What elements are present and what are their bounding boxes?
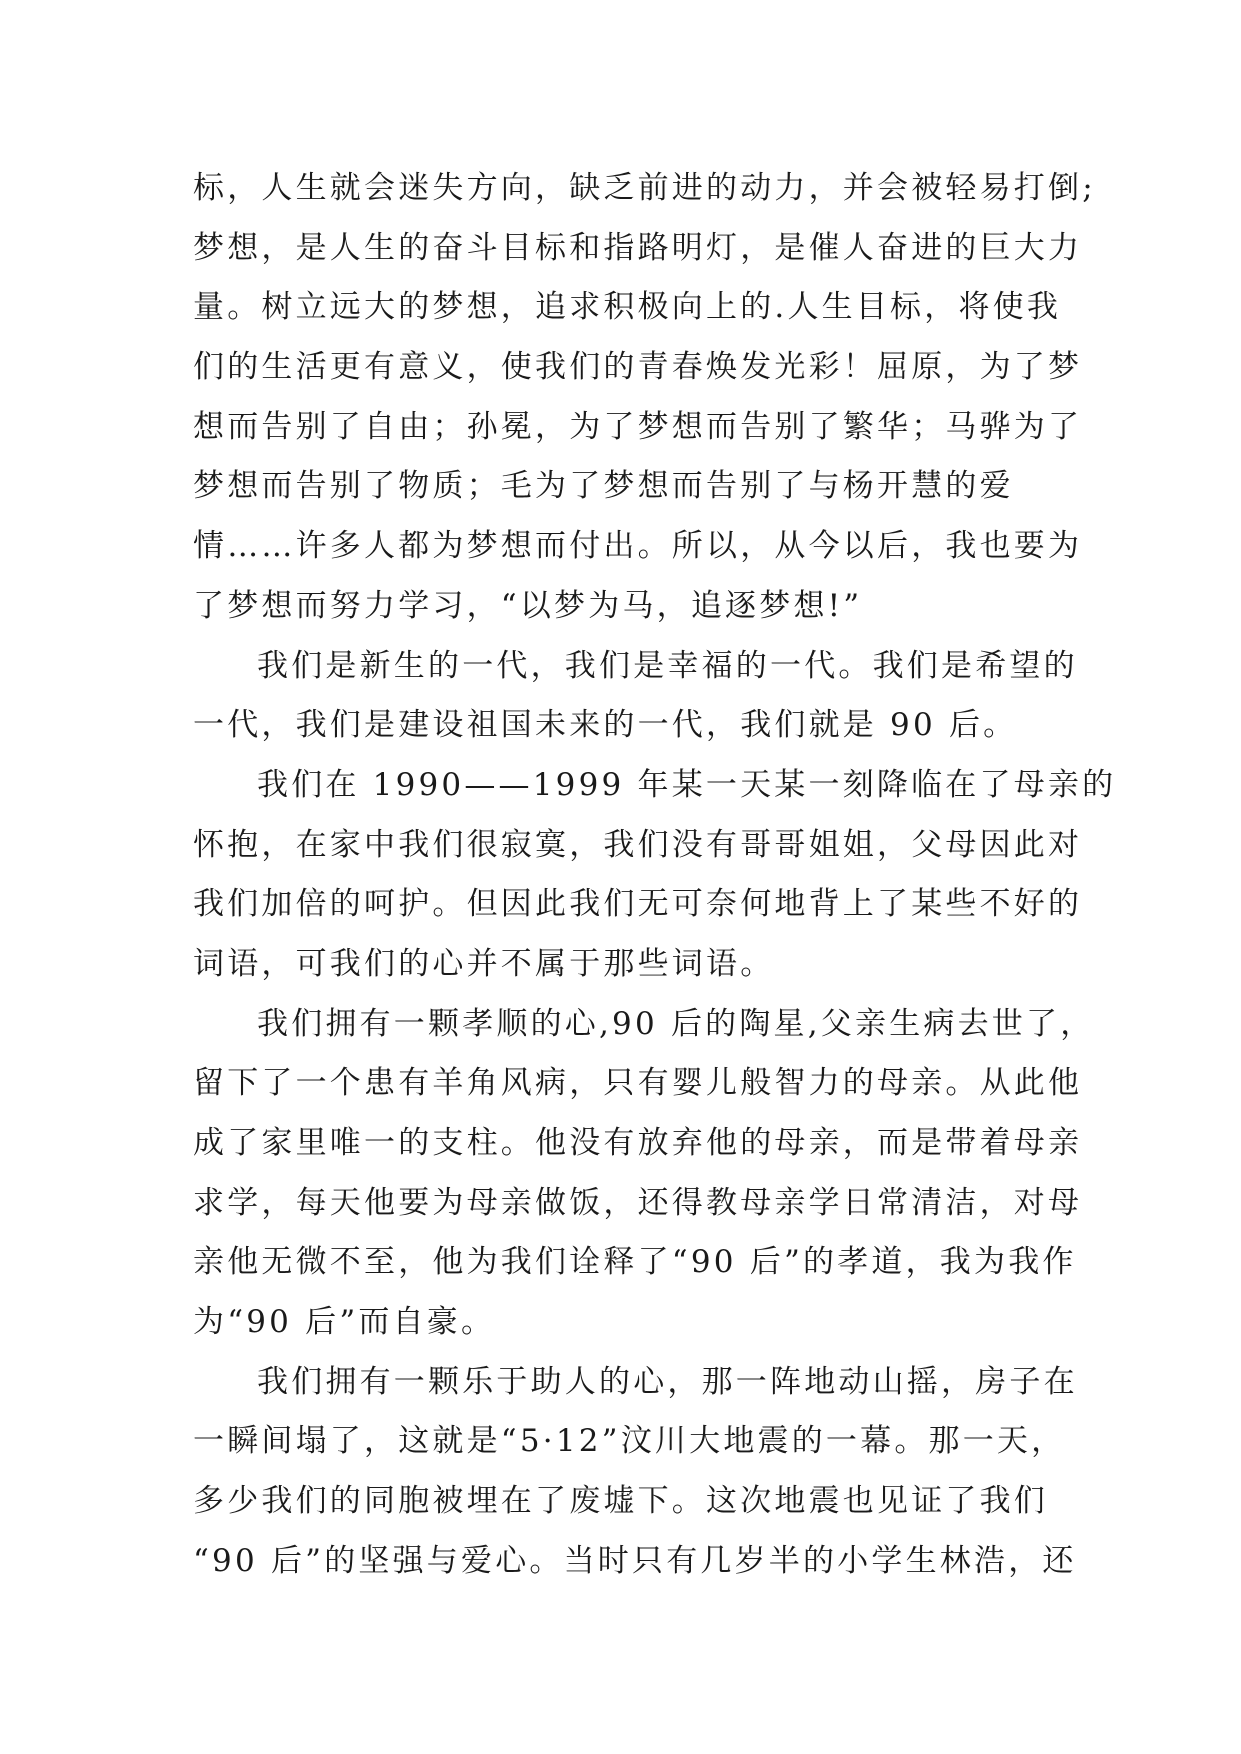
text-line: 一瞬间塌了，这就是“5·12”汶川大地震的一幕。那一天， xyxy=(193,1423,1066,1460)
text-line: 亲他无微不至，他为我们诠释了“90 后”的孝道，我为我作 xyxy=(193,1244,1077,1281)
text-line: 想而告别了自由；孙冕，为了梦想而告别了繁华；马骅为了 xyxy=(193,408,1083,445)
text-line: 我们加倍的呵护。但因此我们无可奈何地背上了某些不好的 xyxy=(193,886,1083,923)
paragraph-first-line: 我们是新生的一代，我们是幸福的一代。我们是希望的 xyxy=(257,647,1078,684)
text-line: 情……许多人都为梦想而付出。所以，从今以后，我也要为 xyxy=(193,528,1083,565)
text-line: 了梦想而努力学习，“以梦为马，追逐梦想!” xyxy=(193,587,863,624)
text-line: 梦想而告别了物质；毛为了梦想而告别了与杨开慧的爱 xyxy=(193,468,1014,505)
text-line: 为“90 后”而自豪。 xyxy=(193,1304,496,1341)
text-line: 留下了一个患有羊角风病，只有婴儿般智力的母亲。从此他 xyxy=(193,1065,1083,1102)
text-line: 词语，可我们的心并不属于那些词语。 xyxy=(193,945,775,982)
text-line: 梦想，是人生的奋斗目标和指路明灯，是催人奋进的巨大力 xyxy=(193,229,1083,266)
text-line: 一代，我们是建设祖国未来的一代，我们就是 90 后。 xyxy=(193,707,1018,744)
text-line: 们的生活更有意义，使我们的青春焕发光彩！屈原，为了梦 xyxy=(193,349,1083,386)
text-line: 成了家里唯一的支柱。他没有放弃他的母亲，而是带着母亲 xyxy=(193,1125,1083,1161)
body-text xyxy=(193,159,1117,1592)
text-line: 求学，每天他要为母亲做饭，还得教母亲学日常清洁，对母 xyxy=(193,1184,1083,1221)
paragraph-first-line: 我们拥有一颗乐于助人的心，那一阵地动山摇，房子在 xyxy=(257,1363,1078,1400)
paragraph-first-line: 我们拥有一颗孝顺的心,90 后的陶星,父亲生病去世了， xyxy=(257,1005,1095,1042)
text-line: 怀抱，在家中我们很寂寞，我们没有哥哥姐姐，父母因此对 xyxy=(193,826,1083,863)
text-line: 多少我们的同胞被埋在了废墟下。这次地震也见证了我们 xyxy=(193,1483,1048,1520)
text-line: 标，人生就会迷失方向，缺乏前进的动力，并会被轻易打倒; xyxy=(193,170,1096,206)
text-line: 量。树立远大的梦想，追求积极向上的.人生目标，将使我 xyxy=(193,289,1062,326)
text-line: “90 后”的坚强与爱心。当时只有几岁半的小学生林浩，还 xyxy=(193,1542,1077,1579)
paragraph-first-line: 我们在 1990——1999 年某一天某一刻降临在了母亲的 xyxy=(257,766,1117,803)
